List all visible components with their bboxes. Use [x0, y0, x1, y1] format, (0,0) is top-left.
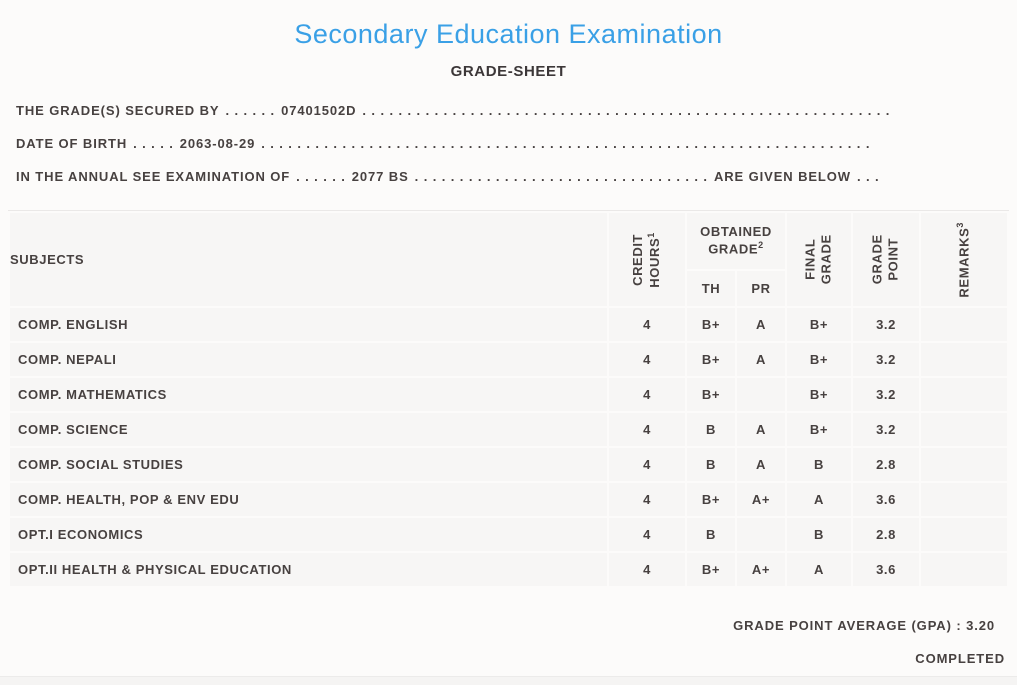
- credit-hours-line2: HOURS: [647, 237, 663, 288]
- practical-subcolumn-header: PR: [737, 271, 785, 306]
- credit-hours-cell: 4: [609, 308, 685, 341]
- dot-leader: . . . . . . . . . . . . . . . . . . . . . . . . . . . . . . . . . . . . . . . . . . . . . . . . . . . . . . . . . . .: [362, 103, 891, 118]
- grade-point-line2: POINT: [885, 238, 901, 281]
- practical-grade-cell: [737, 378, 785, 411]
- remarks-cell: [921, 308, 1007, 341]
- subject-cell: COMP. HEALTH, POP & ENV EDU: [10, 483, 607, 516]
- table-row: [10, 448, 1007, 481]
- credit-hours-vertical-text: [630, 232, 664, 288]
- practical-grade-cell: A: [737, 308, 785, 341]
- dot-leader: . . . . . . . . . . . . . . . . . . . . . . . . . . . . . . . . . . . . . . . . . . . . . . . . . . . . . . . . . . . . . . . . . . . .: [261, 136, 871, 151]
- subject-cell: OPT.I ECONOMICS: [10, 518, 607, 551]
- subject-cell: COMP. ENGLISH: [10, 308, 607, 341]
- dot-leader: . . . . . .: [296, 169, 346, 184]
- page-title: Secondary Education Examination: [294, 19, 723, 49]
- examination-year-line: [16, 160, 1001, 193]
- theory-grade-cell: B: [687, 448, 735, 481]
- final-grade-cell: A: [787, 483, 851, 516]
- subject-cell: COMP. NEPALI: [10, 343, 607, 376]
- table-row: [10, 413, 1007, 446]
- practical-grade-cell: A: [737, 343, 785, 376]
- subjects-column-header: SUBJECTS: [10, 213, 607, 306]
- gpa-value: 3.20: [966, 618, 995, 633]
- grades-table: [8, 211, 1009, 588]
- grade-point-cell: 3.6: [853, 483, 919, 516]
- obtained-grade-label: OBTAINED GRADE: [700, 223, 772, 257]
- subject-cell: OPT.II HEALTH & PHYSICAL EDUCATION: [10, 553, 607, 586]
- table-row: [10, 343, 1007, 376]
- theory-grade-cell: B: [687, 413, 735, 446]
- final-grade-line2: GRADE: [818, 234, 834, 285]
- theory-subcolumn-header: TH: [687, 271, 735, 306]
- remarks-cell: [921, 343, 1007, 376]
- final-grade-vertical-text: [803, 235, 836, 285]
- table-row: [10, 378, 1007, 411]
- subject-cell: COMP. MATHEMATICS: [10, 378, 607, 411]
- vertical-text-wrap: [609, 213, 685, 306]
- theory-grade-cell: B+: [687, 553, 735, 586]
- date-of-birth-line: [16, 127, 1001, 160]
- date-of-birth-label: DATE OF BIRTH: [16, 136, 128, 151]
- remarks-column-header: [921, 213, 1007, 306]
- practical-grade-cell: A+: [737, 483, 785, 516]
- grade-point-cell: 3.2: [853, 308, 919, 341]
- practical-grade-cell: A: [737, 413, 785, 446]
- dot-leader: . . .: [856, 169, 880, 184]
- remarks-vertical-text: [955, 222, 973, 298]
- table-row: [10, 518, 1007, 551]
- table-row: [10, 553, 1007, 586]
- grade-point-line1: GRADE: [869, 234, 885, 285]
- final-grade-cell: B+: [787, 378, 851, 411]
- theory-grade-cell: B+: [687, 378, 735, 411]
- remarks-line1: REMARKS: [956, 227, 972, 298]
- dot-leader: . . . . .: [133, 136, 174, 151]
- grades-secured-by-line: [16, 94, 1001, 127]
- credit-hours-cell: 4: [609, 553, 685, 586]
- final-grade-column-header: [787, 213, 851, 306]
- date-of-birth-value: 2063-08-29: [179, 136, 256, 151]
- subject-cell: COMP. SCIENCE: [10, 413, 607, 446]
- table-row: [10, 483, 1007, 516]
- credit-hours-cell: 4: [609, 413, 685, 446]
- obtained-grade-text: [693, 224, 779, 259]
- credit-hours-line1: CREDIT: [630, 233, 646, 286]
- vertical-text-wrap: [853, 213, 919, 306]
- dot-leader: . . . . . .: [225, 103, 276, 118]
- symbol-number-value: 07401502D: [281, 103, 357, 118]
- are-given-below-label: ARE GIVEN BELOW: [713, 169, 851, 184]
- theory-grade-cell: B+: [687, 308, 735, 341]
- examination-of-label: IN THE ANNUAL SEE EXAMINATION OF: [16, 169, 291, 184]
- table-row: [10, 308, 1007, 341]
- page-subtitle: GRADE-SHEET: [450, 63, 567, 80]
- remarks-cell: [921, 483, 1007, 516]
- credit-hours-footnote-marker: 1: [646, 231, 657, 238]
- grade-point-vertical-text: [870, 235, 903, 285]
- theory-grade-cell: B+: [687, 483, 735, 516]
- gpa-label: GRADE POINT AVERAGE (GPA) :: [733, 618, 962, 633]
- credit-hours-cell: 4: [609, 378, 685, 411]
- grades-table-container: [8, 210, 1009, 588]
- grades-secured-by-label: THE GRADE(S) SECURED BY: [16, 103, 220, 118]
- subject-cell: COMP. SOCIAL STUDIES: [10, 448, 607, 481]
- examination-year-value: 2077 BS: [351, 169, 409, 184]
- remarks-cell: [921, 518, 1007, 551]
- remarks-cell: [921, 378, 1007, 411]
- remarks-cell: [921, 553, 1007, 586]
- remarks-footnote-marker: 3: [955, 221, 966, 228]
- remarks-cell: [921, 448, 1007, 481]
- dot-leader: . . . . . . . . . . . . . . . . . . . . . . . . . . . . . . . . .: [414, 169, 708, 184]
- final-grade-cell: B+: [787, 413, 851, 446]
- final-grade-cell: A: [787, 553, 851, 586]
- final-grade-cell: B+: [787, 308, 851, 341]
- gpa-summary-line: [0, 618, 1017, 633]
- grade-point-cell: 3.6: [853, 553, 919, 586]
- grade-point-cell: 3.2: [853, 378, 919, 411]
- theory-grade-cell: B: [687, 518, 735, 551]
- final-grade-cell: B+: [787, 343, 851, 376]
- credit-hours-column-header: [609, 213, 685, 306]
- vertical-text-wrap: [921, 213, 1007, 306]
- theory-grade-cell: B+: [687, 343, 735, 376]
- practical-grade-cell: [737, 518, 785, 551]
- credit-hours-cell: 4: [609, 518, 685, 551]
- grade-point-cell: 3.2: [853, 343, 919, 376]
- grade-point-cell: 3.2: [853, 413, 919, 446]
- obtained-grade-column-header: [687, 213, 785, 269]
- credit-hours-cell: 4: [609, 483, 685, 516]
- final-grade-line1: FINAL: [802, 238, 818, 281]
- candidate-info-section: [0, 94, 1017, 193]
- bottom-divider-strip: [0, 676, 1017, 685]
- credit-hours-cell: 4: [609, 343, 685, 376]
- practical-grade-cell: A: [737, 448, 785, 481]
- result-status: COMPLETED: [915, 651, 1005, 666]
- final-grade-cell: B: [787, 448, 851, 481]
- vertical-text-wrap: [787, 213, 851, 306]
- final-grade-cell: B: [787, 518, 851, 551]
- grade-point-cell: 2.8: [853, 448, 919, 481]
- grade-point-column-header: [853, 213, 919, 306]
- obtained-grade-footnote-marker: 2: [758, 240, 764, 251]
- remarks-cell: [921, 413, 1007, 446]
- grade-point-cell: 2.8: [853, 518, 919, 551]
- practical-grade-cell: A+: [737, 553, 785, 586]
- credit-hours-cell: 4: [609, 448, 685, 481]
